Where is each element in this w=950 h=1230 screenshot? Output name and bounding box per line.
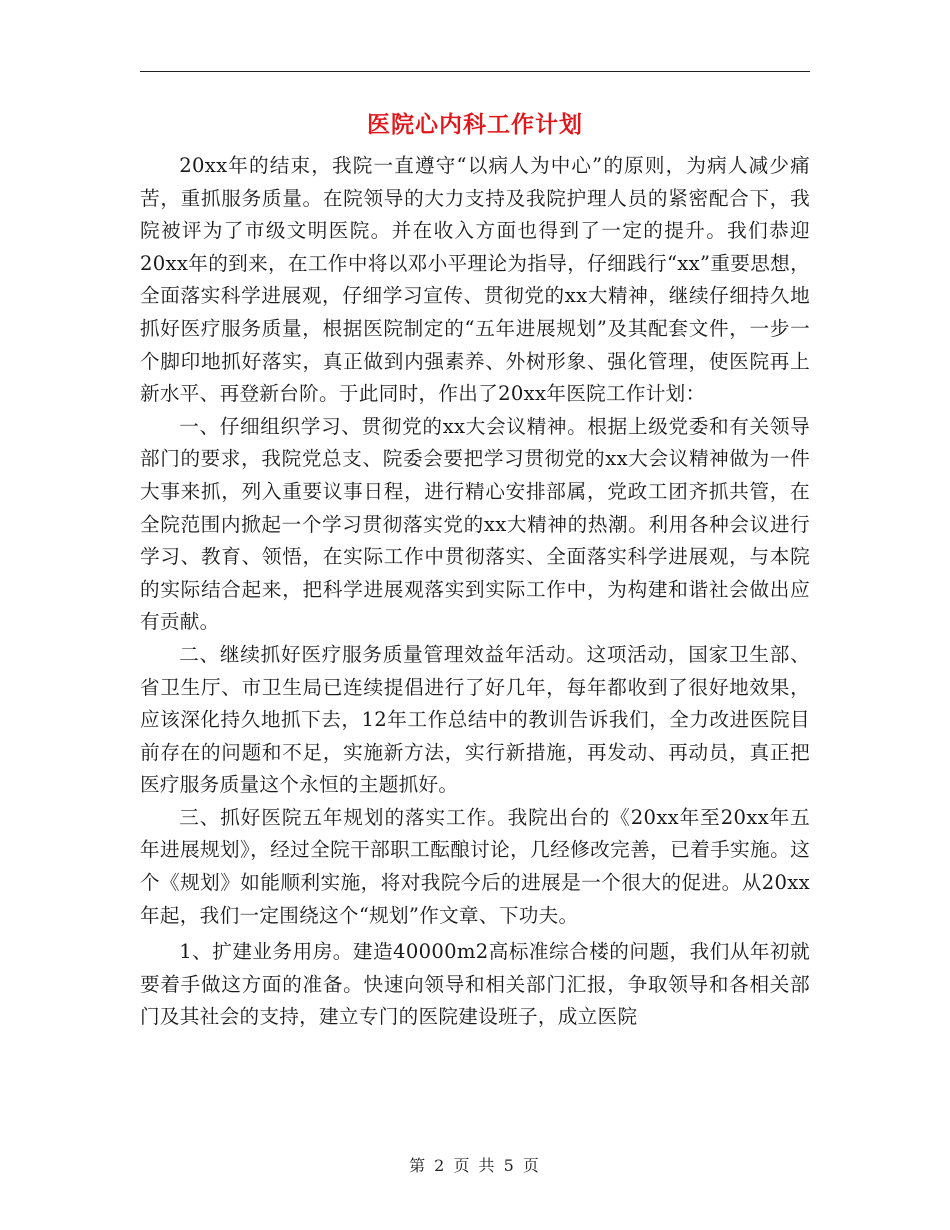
document-body [140, 150, 810, 1034]
paragraph-section-2: 二、继续抓好医疗服务质量管理效益年活动。这项活动，国家卫生部、省卫生厅、市卫生局已连续提倡进行了好几年，每年都收到了很好地效果，应该深化持久地抓下去，12年工作总结中的教训告诉我们，全力改进医院目前存在的问题和不足，实施新方法，实行新措施，再发动、再动员，真正把医疗服务质量这个永恒的主题抓好。 [140, 642, 810, 797]
page-number: 第 2 页 共 5 页 [409, 1156, 541, 1175]
document-title: 医院心内科工作计划 [367, 111, 583, 138]
paragraph-intro: 20xx年的结束，我院一直遵守“以病人为中心”的原则，为病人减少痛苦，重抓服务质量。在院领导的大力支持及我院护理人员的紧密配合下，我院被评为了市级文明医院。并在收入方面也得到了一定的提升。我们恭迎20xx年的到来，在工作中将以邓小平理论为指导，仔细践行“xx”重要思想，全面落实科学进展观，仔细学习宣传、贯彻党的xx大精神，继续仔细持久地抓好医疗服务质量，根据医院制定的“五年进展规划”及其配套文件，一步一个脚印地抓好落实，真正做到内强素养、外树形象、强化管理，使医院再上新水平、再登新台阶。于此同时，作出了20xx年医院工作计划： [140, 154, 810, 406]
paragraph-item-1: 1、扩建业务用房。建造40000m2高标准综合楼的问题，我们从年初就要着手做这方面的准备。快速向领导和相关部门汇报，争取领导和各相关部门及其社会的支持，建立专门的医院建设班子，成立医院 [140, 940, 810, 1029]
paragraph-section-1: 一、仔细组织学习、贯彻党的xx大会议精神。根据上级党委和有关领导部门的要求，我院党总支、院委会要把学习贯彻党的xx大会议精神做为一件大事来抓，列入重要议事日程，进行精心安排部属，党政工团齐抓共管，在全院范围内掀起一个学习贯彻落实党的xx大精神的热潮。利用各种会议进行学习、教育、领悟，在实际工作中贯彻落实、全面落实科学进展观，与本院的实际结合起来，把科学进展观落实到实际工作中，为构建和谐社会做出应有贡献。 [140, 414, 810, 634]
paragraph-section-3: 三、抓好医院五年规划的落实工作。我院出台的《20xx年至20xx年五年进展规划》，经过全院干部职工酝酿讨论，几经修改完善，已着手实施。这个《规划》如能顺利实施，将对我院今后的进展是一个很大的促进。从20xx年起，我们一定围绕这个“规划”作文章、下功夫。 [140, 805, 810, 927]
header-rule [140, 71, 810, 72]
